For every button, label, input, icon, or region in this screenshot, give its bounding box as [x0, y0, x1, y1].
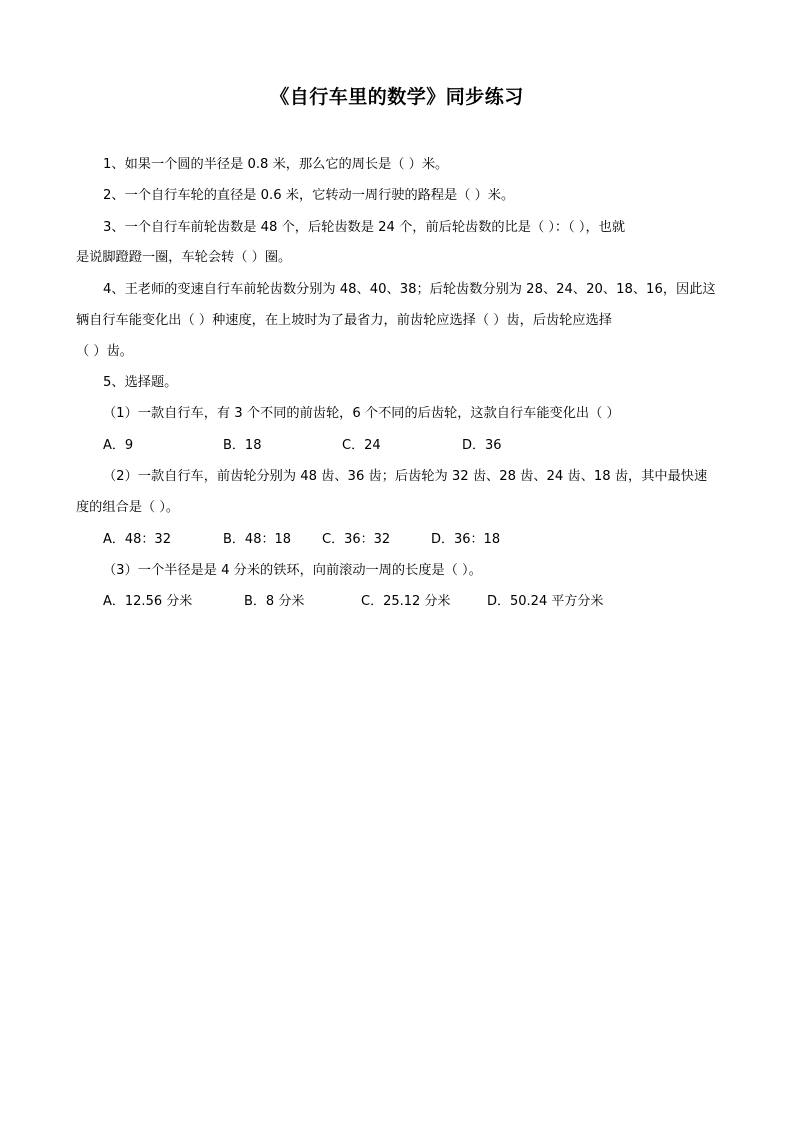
- q5-2-option-d: D．36：18: [431, 532, 501, 547]
- question-5-2-line-2: 度的组合是（ ）。: [76, 500, 180, 515]
- question-4-line-2: 辆自行车能变化出（ ）种速度，在上坡时为了最省力，前齿轮应选择（ ）齿，后齿轮应选择: [76, 313, 612, 328]
- question-5-heading: 5、选择题。: [103, 375, 178, 390]
- q5-1-option-b: B．18: [223, 438, 262, 453]
- question-4-line-3: （ ）齿。: [76, 344, 133, 359]
- question-4-line-1: 4、王老师的变速自行车前轮齿数分别为 48、40、38；后轮齿数分别为 28、24、20、18、16，因此这: [103, 282, 716, 297]
- q5-2-option-c: C．36：32: [322, 532, 391, 547]
- q5-1-option-c: C．24: [342, 438, 381, 453]
- question-1: 1、如果一个圆的半径是 0.8 米，那么它的周长是（ ）米。: [103, 157, 449, 172]
- q5-2-option-b: B．48：18: [223, 532, 292, 547]
- question-5-1: （1）一款自行车，有 3 个不同的前齿轮，6 个不同的后齿轮，这款自行车能变化出（ ）: [103, 406, 620, 421]
- q5-1-option-d: D．36: [462, 438, 502, 453]
- q5-3-option-a: A．12.56 分米: [103, 594, 193, 609]
- question-5-3: （3）一个半径是是 4 分米的铁环，向前滚动一周的长度是（ ）。: [103, 563, 482, 578]
- question-3-line-2: 是说脚蹬蹬一圈，车轮会转（ ）圈。: [76, 250, 292, 265]
- question-2: 2、一个自行车轮的直径是 0.6 米，它转动一周行驶的路程是（ ）米。: [103, 188, 515, 203]
- q5-3-option-d: D．50.24 平方分米: [487, 594, 604, 609]
- question-3-line-1: 3、一个自行车前轮齿数是 48 个，后轮齿数是 24 个，前后轮齿数的比是（ ）：（ ），也就: [103, 220, 626, 235]
- q5-2-option-a: A．48：32: [103, 532, 171, 547]
- q5-1-option-a: A．9: [103, 438, 134, 453]
- page-title: 《自行车里的数学》同步练习: [270, 86, 524, 108]
- q5-3-option-c: C．25.12 分米: [361, 594, 451, 609]
- question-5-2-line-1: （2）一款自行车，前齿轮分别为 48 齿、36 齿；后齿轮为 32 齿、28 齿、24 齿、18 齿，其中最快速: [103, 469, 708, 484]
- q5-3-option-b: B．8 分米: [244, 594, 305, 609]
